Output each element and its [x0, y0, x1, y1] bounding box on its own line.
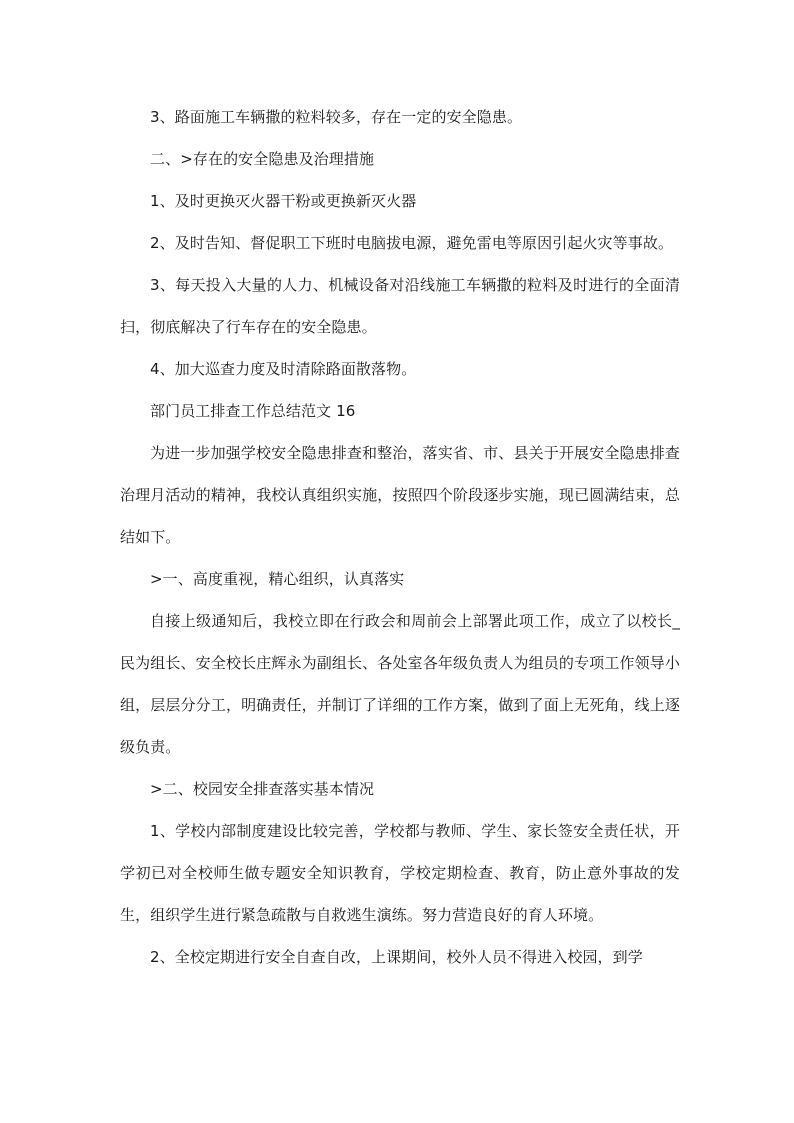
- paragraph-intro: 为进一步加强学校安全隐患排查和整治，落实省、市、县关于开展安全隐患排查治理月活动的精神，我校认真组织实施，按照四个阶段逐步实施，现已圆满结束，总结如下。: [120, 444, 680, 546]
- paragraph-organization: 自接上级通知后，我校立即在行政会和周前会上部署此项工作，成立了以校长_民为组长、安全校长庄辉永为副组长、各处室各年级负责人为组员的专项工作领导小组，层层分分工，明确责任，并制订了详细的工作方案，做到了面上无死角，线上逐级负责。: [120, 612, 680, 756]
- paragraph-cleanup: 3、每天投入大量的人力、机械设备对沿线施工车辆撒的粒料及时进行的全面清扫，彻底解决了行车存在的安全隐患。: [120, 276, 680, 336]
- paragraph-school-rules: 1、学校内部制度建设比较完善，学校都与教师、学生、家长签安全责任状，开学初已对全校师生做专题安全知识教育，学校定期检查、教育，防止意外事故的发生，组织学生进行紧急疏散与自救逃生演练。努力营造良好的育人环境。: [120, 822, 680, 924]
- paragraph-road-debris-hazard: 3、路面施工车辆撒的粒料较多，存在一定的安全隐患。: [150, 108, 523, 126]
- heading-part-two: >二、校园安全排查落实基本情况: [150, 780, 375, 798]
- heading-part-one: >一、高度重视，精心组织，认真落实: [150, 570, 405, 588]
- heading-hazards-and-measures: 二、>存在的安全隐患及治理措施: [150, 150, 375, 168]
- paragraph-self-inspection: 2、全校定期进行安全自查自改，上课期间，校外人员不得进入校园，到学: [150, 948, 643, 966]
- paragraph-extinguisher: 1、及时更换灭火器干粉或更换新灭火器: [150, 192, 417, 210]
- section-title-sample-16: 部门员工排查工作总结范文 16: [150, 402, 356, 420]
- paragraph-patrol: 4、加大巡查力度及时清除路面散落物。: [150, 360, 417, 378]
- paragraph-power-off: 2、及时告知、督促职工下班时电脑拔电源，避免雷电等原因引起火灾等事故。: [150, 234, 674, 252]
- document-body: [120, 96, 680, 978]
